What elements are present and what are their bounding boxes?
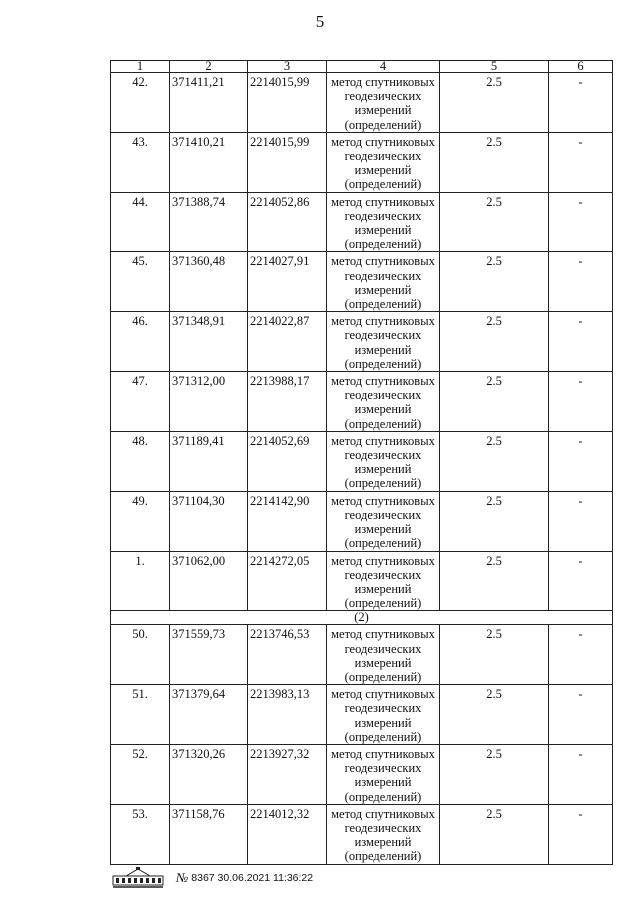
y-coordinate-cell: 2214022,87 (248, 312, 327, 372)
x-coordinate-cell: 371312,00 (170, 372, 248, 432)
accuracy-cell: 2.5 (440, 491, 549, 551)
y-coordinate-cell: 2213927,32 (248, 744, 327, 804)
y-coordinate-cell: 2214142,90 (248, 491, 327, 551)
point-number-cell: 48. (111, 431, 170, 491)
accuracy-cell: 2.5 (440, 73, 549, 133)
accuracy-cell: 2.5 (440, 551, 549, 611)
method-cell: метод спутниковых геодезических измерений (определений) (327, 551, 440, 611)
method-cell: метод спутниковых геодезических измерений (определений) (327, 192, 440, 252)
section-divider-row (111, 611, 613, 625)
table-row (111, 804, 613, 864)
coordinates-table (110, 60, 613, 865)
table-body (111, 73, 613, 865)
y-coordinate-cell: 2214015,99 (248, 73, 327, 133)
table-row (111, 685, 613, 745)
accuracy-cell: 2.5 (440, 312, 549, 372)
method-cell: метод спутниковых геодезических измерений (определений) (327, 804, 440, 864)
y-coordinate-cell: 2213988,17 (248, 372, 327, 432)
table-row (111, 73, 613, 133)
description-cell: - (549, 551, 613, 611)
method-cell: метод спутниковых геодезических измерений (определений) (327, 372, 440, 432)
description-cell: - (549, 372, 613, 432)
method-cell: метод спутниковых геодезических измерений (определений) (327, 685, 440, 745)
method-cell: метод спутниковых геодезических измерений (определений) (327, 73, 440, 133)
x-coordinate-cell: 371062,00 (170, 551, 248, 611)
document-footer (112, 866, 313, 890)
description-cell: - (549, 491, 613, 551)
point-number-cell: 47. (111, 372, 170, 432)
y-coordinate-cell: 2214027,91 (248, 252, 327, 312)
point-number-cell: 52. (111, 744, 170, 804)
table-row (111, 192, 613, 252)
accuracy-cell: 2.5 (440, 625, 549, 685)
description-cell: - (549, 625, 613, 685)
table-row (111, 312, 613, 372)
column-header: 3 (248, 61, 327, 73)
point-number-cell: 45. (111, 252, 170, 312)
x-coordinate-cell: 371158,76 (170, 804, 248, 864)
description-cell: - (549, 744, 613, 804)
y-coordinate-cell: 2214012,32 (248, 804, 327, 864)
point-number-cell: 50. (111, 625, 170, 685)
table-header-row (111, 61, 613, 73)
method-cell: метод спутниковых геодезических измерений (определений) (327, 252, 440, 312)
description-cell: - (549, 431, 613, 491)
method-cell: метод спутниковых геодезических измерений (определений) (327, 431, 440, 491)
y-coordinate-cell: 2214052,69 (248, 431, 327, 491)
method-cell: метод спутниковых геодезических измерений (определений) (327, 312, 440, 372)
table-row (111, 372, 613, 432)
point-number-cell: 44. (111, 192, 170, 252)
accuracy-cell: 2.5 (440, 192, 549, 252)
accuracy-cell: 2.5 (440, 804, 549, 864)
description-cell: - (549, 132, 613, 192)
registration-number-sign: № (176, 870, 189, 885)
table-row (111, 252, 613, 312)
column-header: 6 (549, 61, 613, 73)
accuracy-cell: 2.5 (440, 252, 549, 312)
y-coordinate-cell: 2214015,99 (248, 132, 327, 192)
method-cell: метод спутниковых геодезических измерений (определений) (327, 132, 440, 192)
x-coordinate-cell: 371320,26 (170, 744, 248, 804)
description-cell: - (549, 804, 613, 864)
column-header: 5 (440, 61, 549, 73)
description-cell: - (549, 252, 613, 312)
point-number-cell: 53. (111, 804, 170, 864)
x-coordinate-cell: 371411,21 (170, 73, 248, 133)
accuracy-cell: 2.5 (440, 431, 549, 491)
table-row (111, 744, 613, 804)
description-cell: - (549, 192, 613, 252)
column-header: 4 (327, 61, 440, 73)
government-building-logo (112, 867, 164, 889)
table-row (111, 132, 613, 192)
table-row (111, 551, 613, 611)
section-label: (2) (111, 611, 613, 625)
x-coordinate-cell: 371348,91 (170, 312, 248, 372)
accuracy-cell: 2.5 (440, 132, 549, 192)
registration-info: 8367 30.06.2021 11:36:22 (191, 872, 314, 884)
column-header: 2 (170, 61, 248, 73)
point-number-cell: 51. (111, 685, 170, 745)
method-cell: метод спутниковых геодезических измерений (определений) (327, 625, 440, 685)
x-coordinate-cell: 371104,30 (170, 491, 248, 551)
point-number-cell: 42. (111, 73, 170, 133)
description-cell: - (549, 312, 613, 372)
x-coordinate-cell: 371360,48 (170, 252, 248, 312)
table-row (111, 625, 613, 685)
x-coordinate-cell: 371559,73 (170, 625, 248, 685)
table-row (111, 431, 613, 491)
accuracy-cell: 2.5 (440, 744, 549, 804)
point-number-cell: 49. (111, 491, 170, 551)
y-coordinate-cell: 2214052,86 (248, 192, 327, 252)
page-number: 5 (315, 12, 325, 31)
table-row (111, 491, 613, 551)
column-header: 1 (111, 61, 170, 73)
x-coordinate-cell: 371410,21 (170, 132, 248, 192)
y-coordinate-cell: 2214272,05 (248, 551, 327, 611)
point-number-cell: 46. (111, 312, 170, 372)
description-cell: - (549, 685, 613, 745)
y-coordinate-cell: 2213746,53 (248, 625, 327, 685)
x-coordinate-cell: 371388,74 (170, 192, 248, 252)
y-coordinate-cell: 2213983,13 (248, 685, 327, 745)
x-coordinate-cell: 371189,41 (170, 431, 248, 491)
accuracy-cell: 2.5 (440, 372, 549, 432)
x-coordinate-cell: 371379,64 (170, 685, 248, 745)
point-number-cell: 43. (111, 132, 170, 192)
accuracy-cell: 2.5 (440, 685, 549, 745)
description-cell: - (549, 73, 613, 133)
point-number-cell: 1. (111, 551, 170, 611)
method-cell: метод спутниковых геодезических измерений (определений) (327, 491, 440, 551)
method-cell: метод спутниковых геодезических измерений (определений) (327, 744, 440, 804)
